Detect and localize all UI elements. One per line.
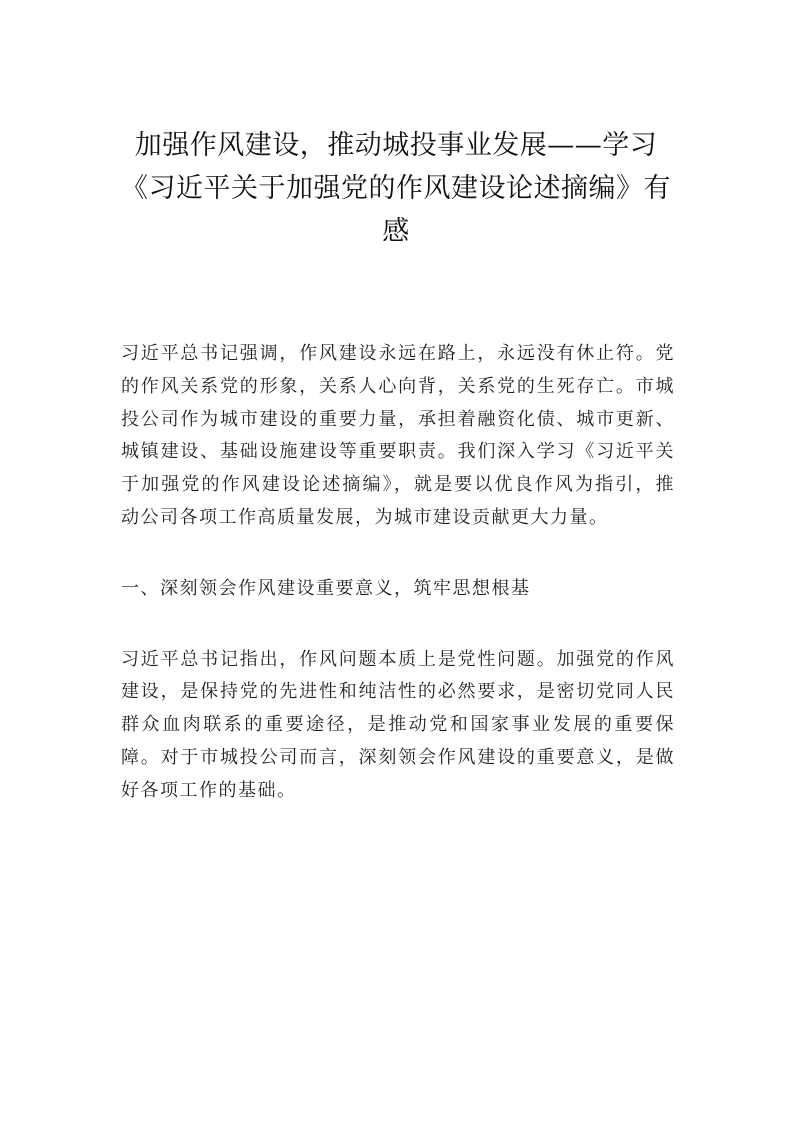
intro-paragraph: 习近平总书记强调，作风建设永远在路上，永远没有休止符。党的作风关系党的形象，关系人心向背，关系党的生死存亡。市城投公司作为城市建设的重要力量，承担着融资化债、城市更新、城镇建设、基础设施建设等重要职责。我们深入学习《习近平关于加强党的作风建设论述摘编》，就是要以优良作风为指引，推动公司各项工作高质量发展，为城市建设贡献更大力量。 [121, 343, 675, 528]
document-body [121, 338, 675, 808]
document-title: 加强作风建设，推动城投事业发展——学习《习近平关于加强党的作风建设论述摘编》有感 [121, 130, 671, 247]
section-heading: 一、深刻领会作风建设重要意义，筑牢思想根基 [121, 577, 531, 599]
section-paragraph: 习近平总书记指出，作风问题本质上是党性问题。加强党的作风建设，是保持党的先进性和纯洁性的必然要求，是密切党同人民群众血肉联系的重要途径，是推动党和国家事业发展的重要保障。对于市城投公司而言，深刻领会作风建设的重要意义，是做好各项工作的基础。 [121, 648, 675, 801]
